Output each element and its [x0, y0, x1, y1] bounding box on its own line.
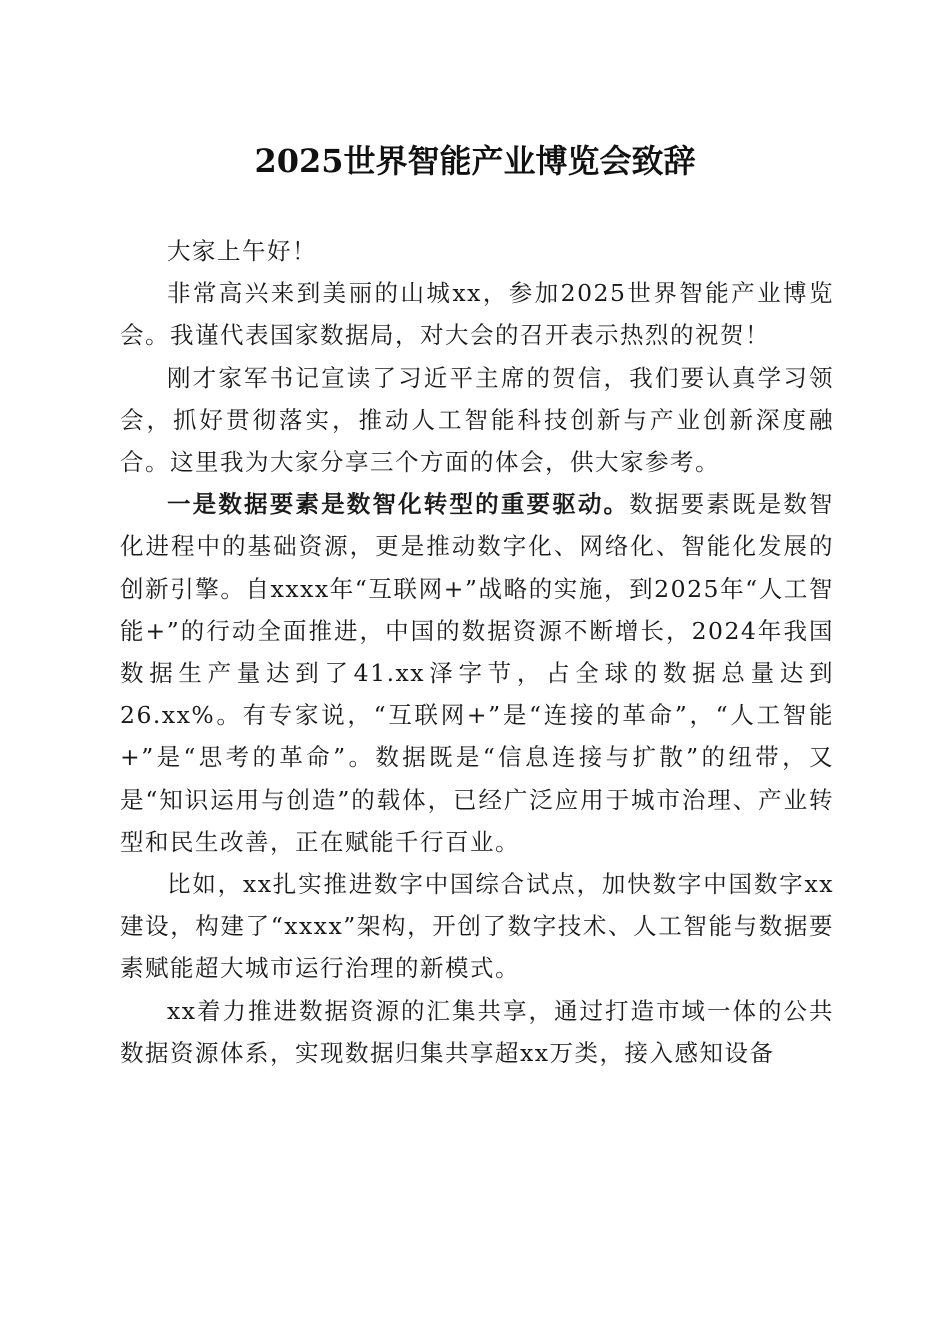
opening-paragraph: 非常高兴来到美丽的山城xx，参加2025世界智能产业博览会。我谨代表国家数据局，对大会的召开表示热烈的祝贺！ [120, 279, 834, 350]
intro-paragraph: 刚才家军书记宣读了习近平主席的贺信，我们要认真学习领会，抓好贯彻落实，推动人工智能科技创新与产业创新深度融合。这里我为大家分享三个方面的体会，供大家参考。 [120, 363, 834, 477]
document-title: 2025世界智能产业博览会致辞 [254, 142, 696, 180]
point-one-paragraph [120, 483, 834, 863]
data-sharing-paragraph: xx着力推进数据资源的汇集共享，通过打造市域一体的公共数据资源体系，实现数据归集共享超xx万类，接入感知设备 [120, 996, 834, 1067]
greeting-paragraph: 大家上午好！ [167, 237, 317, 265]
example-paragraph: 比如，xx扎实推进数字中国综合试点，加快数字中国数字xx建设，构建了“xxxx”架构，开创了数字技术、人工智能与数据要素赋能超大城市运行治理的新模式。 [120, 870, 834, 983]
point-one-body: 数据要素既是数智化进程中的基础资源，更是推动数字化、网络化、智能化发展的创新引擎。自xxxx年“互联网+”战略的实施，到2025年“人工智能+”的行动全面推进，中国的数据资源不断增长，2024年我国数据生产量达到了41.xx泽字节，占全球的数据总量达到26.xx%。有专家说，“互联网+”是“连接的革命”，“人工智能+”是“思考的革命”。数据既是“信息连接与扩散”的纽带，又是“知识运用与创造”的载体，已经广泛应用于城市治理、产业转型和民生改善，正在赋能千行百业。 [120, 490, 835, 856]
point-one-lead: 一是数据要素是数智化转型的重要驱动。 [167, 490, 630, 519]
document-body [120, 230, 834, 1074]
